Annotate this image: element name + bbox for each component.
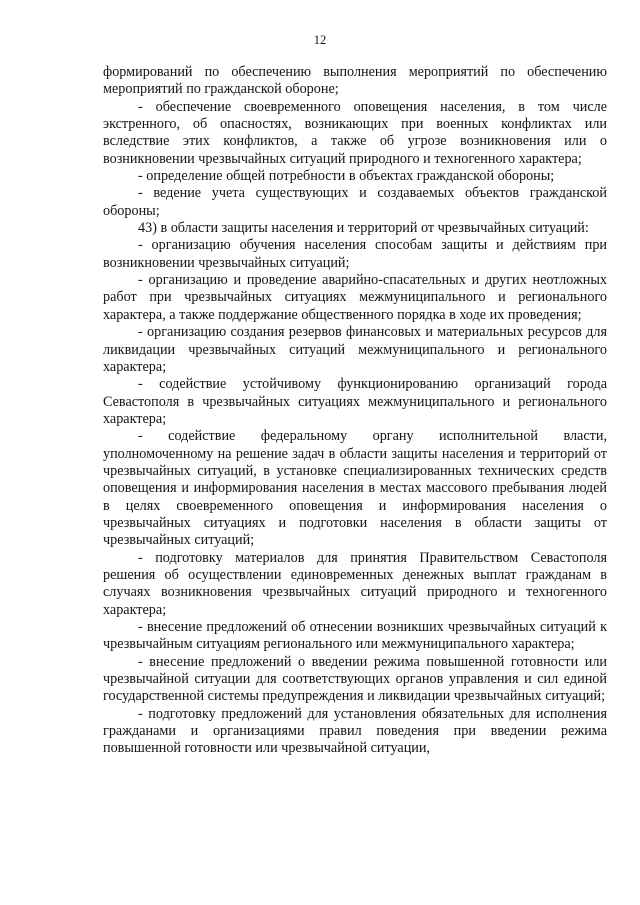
- document-body: [103, 64, 607, 758]
- paragraph: - содействие федеральному органу исполнительной власти, уполномоченному на решение задач в области защиты населения и территорий от чрезвычайных ситуаций, в установке специализированных технических средств оповещения и информирования населения в местах массового пребывания людей в целях своевременного оповещения и информирования населения о чрезвычайных ситуациях и подготовки населения в области защиты от чрезвычайных ситуаций;: [103, 428, 607, 549]
- paragraph: - обеспечение своевременного оповещения населения, в том числе экстренного, об опасностях, возникающих при военных конфликтах или вследствие этих конфликтов, а также об угрозе возникновения или о возникновении чрезвычайных ситуаций природного и техногенного характера;: [103, 98, 607, 167]
- paragraph: - организацию создания резервов финансовых и материальных ресурсов для ликвидации чрезвычайных ситуаций межмуниципального и регионального характера;: [103, 324, 607, 375]
- paragraph: - определение общей потребности в объектах гражданской обороны;: [138, 168, 555, 185]
- page-number: 12: [313, 33, 327, 47]
- paragraph: - подготовку предложений для установления обязательных для исполнения гражданами и организациями правил поведения при введении режима повышенной готовности или чрезвычайной ситуации,: [103, 705, 607, 757]
- paragraph: - организацию и проведение аварийно-спасательных и других неотложных работ при чрезвычайных ситуациях межмуниципального и регионального характера, а также поддержание общественного порядка в ходе их проведения;: [103, 272, 607, 323]
- paragraph: - подготовку материалов для принятия Правительством Севастополя решения об осуществлении единовременных денежных выплат гражданам в случаях возникновения чрезвычайных ситуаций природного и техногенного характера;: [103, 549, 607, 618]
- paragraph: формирований по обеспечению выполнения мероприятий по обеспечению мероприятий по гражданской обороне;: [103, 64, 607, 98]
- paragraph: - внесение предложений о введении режима повышенной готовности или чрезвычайной ситуации для соответствующих органов управления и сил единой государственной системы предупреждения и ликвидации чрезвычайных ситуаций;: [103, 653, 607, 705]
- paragraph: - ведение учета существующих и создаваемых объектов гражданской обороны;: [103, 185, 607, 219]
- section-heading-43: 43) в области защиты населения и территорий от чрезвычайных ситуаций:: [138, 220, 589, 237]
- paragraph: - внесение предложений об отнесении возникших чрезвычайных ситуаций к чрезвычайным ситуациям регионального или межмуниципального характера;: [103, 619, 607, 653]
- paragraph: - содействие устойчивому функционированию организаций города Севастополя в чрезвычайных ситуациях межмуниципального и регионального характера;: [103, 376, 607, 427]
- paragraph: - организацию обучения населения способам защиты и действиям при возникновении чрезвычайных ситуаций;: [103, 237, 607, 271]
